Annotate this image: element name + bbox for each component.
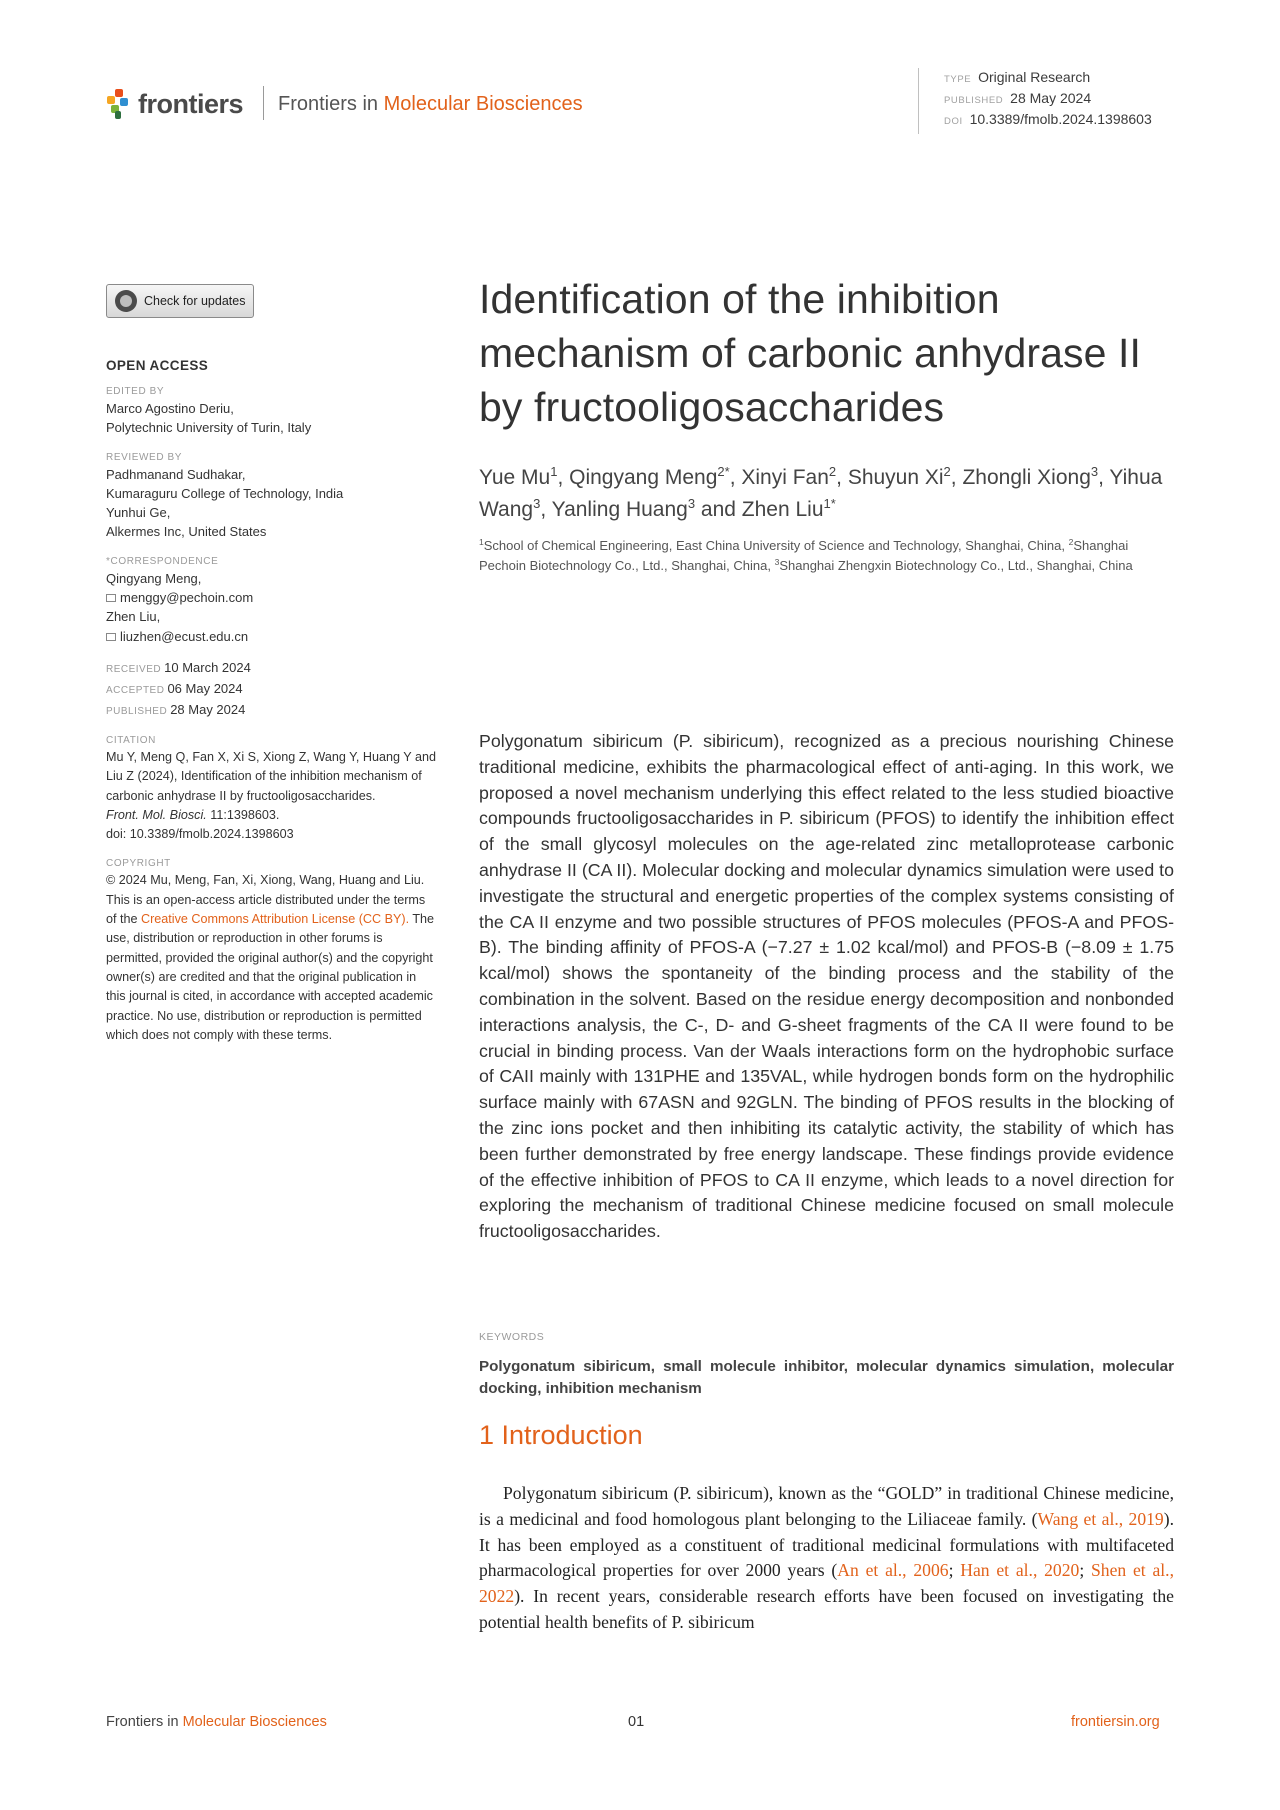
open-access-label: OPEN ACCESS <box>106 358 209 373</box>
meta-type-key: TYPE <box>944 74 972 85</box>
author-name: Shuyun Xi <box>847 466 944 489</box>
citation-doi[interactable]: doi: 10.3389/fmolb.2024.1398603 <box>106 827 294 842</box>
sidebar <box>106 284 436 1045</box>
footer-site-link[interactable]: frontiersin.org <box>1071 1714 1160 1730</box>
author-name: Zhongli Xiong <box>962 466 1091 489</box>
introduction-paragraph <box>479 1481 1174 1636</box>
author-separator: , <box>836 466 848 489</box>
intro-text: ). It has been employed as a constituent of traditional medicinal formulations with multifaceted pharmacological properties for over 2000 years ( <box>479 1508 1174 1581</box>
article-meta <box>918 68 1178 134</box>
reviewed-by-label: REVIEWED BY <box>106 451 183 463</box>
intro-text: ; <box>1079 1560 1092 1581</box>
author-affiliation-marker: 3 <box>687 496 696 511</box>
page-number: 01 <box>628 1714 645 1730</box>
brand-name: frontiers <box>138 88 244 119</box>
intro-text: ; <box>948 1560 961 1581</box>
correspondent-email[interactable]: liuzhen@ecust.edu.cn <box>120 628 249 644</box>
author-affiliation-marker: 1 <box>550 464 558 479</box>
intro-text: ). In recent years, considerable research efforts have been focused on investigating the potential health benefits of P. sibiricum <box>479 1586 1174 1632</box>
copyright-text: © 2024 Mu, Meng, Fan, Xi, Xiong, Wang, Huang and Liu. This is an open-access article distributed under the terms of the <box>106 873 426 927</box>
affiliation-text: Shanghai Zhengxin Biotechnology Co., Ltd., Shanghai, China <box>779 557 1133 573</box>
mail-icon <box>106 594 116 602</box>
author-name: Zhen Liu <box>741 498 824 521</box>
meta-doi <box>944 110 1178 131</box>
author-name: Xinyi Fan <box>741 466 829 489</box>
meta-published-value: 28 May 2024 <box>1010 90 1092 106</box>
author-separator: , <box>1098 466 1110 489</box>
abstract: Polygonatum sibiricum (P. sibiricum), recognized as a precious nourishing Chinese traditional medicine, exhibits the pharmacological effect of anti-aging. In this work, we proposed a novel mechanism underlying this effect related to the less studied bioactive compounds fructooligosaccharides in P. sibiricum (PFOS) to identify the inhibition effect of the small glycosyl molecules on the age-related zinc metalloprotease carbonic anhydrase II (CA II). Molecular docking and molecular dynamics simulation were used to investigate the structural and energetic properties of the complex systems consisting of the CA II enzyme and two possible structures of PFOS molecules (PFOS-A and PFOS-B). The binding affinity of PFOS-A (−7.27 ± 1.02 kcal/mol) and PFOS-B (−8.09 ± 1.75 kcal/mol) shows the spontaneity of the binding process and the stability of the combination in the solvent. Based on the residue energy decomposition and nonbonded interactions analysis, the C-, D- and G-sheet fragments of the CA II were found to be crucial in binding process. Van der Waals interactions form on the hydrophobic surface of CAII mainly with 131PHE and 135VAL, while hydrogen bonds form on the hydrophilic surface mainly with 67ASN and 92GLN. The binding of PFOS results in the blocking of the zinc ions pocket and then inhibiting its catalytic activity, the stability of which has been further demonstrated by free energy landscape. These findings provide evidence of the effective inhibition of PFOS to CA II enzyme, which leads to a novel direction for exploring the mechanism of traditional Chinese medicine focused on small molecule fructooligosaccharides. <box>479 731 1174 1242</box>
citation-journal: Front. Mol. Biosci. <box>106 807 207 822</box>
reference-link[interactable]: Wang et al., 2019 <box>1037 1508 1164 1529</box>
footer-journal <box>106 1714 327 1730</box>
author-separator: , <box>540 498 552 521</box>
correspondent-name: Zhen Liu, <box>106 609 161 625</box>
accepted-value: 06 May 2024 <box>167 680 243 696</box>
author-name: Qingyang Meng <box>569 466 718 489</box>
affiliation-text: Shanghai Pechoin Biotechnology Co., Ltd., Shanghai, China, <box>479 538 1129 573</box>
published-date <box>106 700 436 721</box>
reviewer-name: Yunhui Ge, <box>106 505 171 521</box>
keywords: Polygonatum sibiricum, small molecule inhibitor, molecular dynamics simulation, molecular docking, inhibition mechanism <box>479 1358 1174 1397</box>
reference-link[interactable]: Han et al., 2020 <box>960 1560 1080 1581</box>
edited-by-name: Marco Agostino Deriu, <box>106 401 234 416</box>
affiliation-marker: 1 <box>479 537 484 547</box>
citation-text: Mu Y, Meng Q, Fan X, Xi S, Xiong Z, Wang Y, Huang Y and Liu Z (2024), Identification of the inhibition mechanism of carbonic anhydrase II by fructooligosaccharides. <box>106 749 436 803</box>
footer-journal-subject: Molecular Biosciences <box>182 1714 327 1730</box>
received-key: RECEIVED <box>106 663 162 675</box>
section-heading-introduction: 1 Introduction <box>479 1420 643 1450</box>
meta-type-value: Original Research <box>978 69 1091 85</box>
intro-text: Polygonatum sibiricum (P. sibiricum), known as the “GOLD” in traditional Chinese medicine, is a medicinal and food homologous plant belonging to the Liliaceae family. ( <box>479 1483 1174 1529</box>
author-name: Yanling Huang <box>551 498 688 521</box>
affiliation-marker: 3 <box>774 556 780 567</box>
page-header <box>106 69 1176 144</box>
article-title: Identification of the inhibition mechanism of carbonic anhydrase II by fructooligosaccharides <box>479 276 1142 430</box>
citation-block <box>106 748 436 844</box>
author-affiliation-marker: 2* <box>717 464 730 479</box>
author-affiliation-marker: 2 <box>828 464 837 479</box>
correspondent-name: Qingyang Meng, <box>106 570 202 586</box>
received-date <box>106 658 436 679</box>
received-value: 10 March 2024 <box>164 659 251 675</box>
affiliations <box>479 536 1174 575</box>
keywords-label: KEYWORDS <box>479 1331 545 1343</box>
correspondence-label: *CORRESPONDENCE <box>106 555 219 567</box>
meta-published-key: PUBLISHED <box>944 95 1004 106</box>
meta-published <box>944 89 1178 110</box>
journal-subject: Molecular Biosciences <box>383 93 583 115</box>
author-affiliation-marker: 1* <box>823 496 836 511</box>
author-separator: , <box>729 466 742 489</box>
meta-doi-value[interactable]: 10.3389/fmolb.2024.1398603 <box>969 111 1152 127</box>
author-separator: , <box>950 466 963 489</box>
accepted-date <box>106 679 436 700</box>
published-key: PUBLISHED <box>106 705 168 717</box>
logo-divider <box>263 86 264 120</box>
author-name: Yue Mu <box>479 466 551 489</box>
citation-label: CITATION <box>106 734 156 746</box>
reviewer-affiliation: Kumaraguru College of Technology, India <box>106 485 344 501</box>
reviewer-name: Padhmanand Sudhakar, <box>106 466 246 482</box>
correspondent-email-row <box>106 627 436 646</box>
accepted-key: ACCEPTED <box>106 684 165 696</box>
article-head <box>479 272 1174 575</box>
author-name: Yihua Wang <box>479 466 1163 521</box>
frontiers-logo[interactable] <box>106 84 243 124</box>
reference-link[interactable]: An et al., 2006 <box>837 1560 949 1581</box>
author-affiliation-marker: 2 <box>943 464 951 479</box>
author-list <box>479 462 1174 526</box>
check-for-updates-button[interactable] <box>106 284 254 318</box>
check-updates-label: Check for updates <box>144 294 246 308</box>
affiliation-marker: 2 <box>1068 537 1074 547</box>
cc-license-link[interactable]: Creative Commons Attribution License (CC BY). <box>141 912 410 927</box>
copyright-block <box>106 871 436 1045</box>
check-updates-icon <box>115 290 137 312</box>
frontiers-logo-icon <box>106 89 132 119</box>
correspondent-email[interactable]: menggy@pechoin.com <box>120 590 254 606</box>
reviewer-affiliation: Alkermes Inc, United States <box>106 524 267 540</box>
reference-link[interactable]: Shen et al., 2022 <box>479 1560 1174 1607</box>
journal-name[interactable] <box>278 93 583 116</box>
footer-journal-prefix: Frontiers in <box>106 1714 179 1730</box>
affiliation-text: School of Chemical Engineering, East China University of Science and Technology, Shanghai, China, <box>483 538 1069 553</box>
edited-by-label: EDITED BY <box>106 386 165 397</box>
article-dates <box>106 658 436 721</box>
copyright-label: COPYRIGHT <box>106 858 171 870</box>
mail-icon <box>106 633 116 641</box>
meta-doi-key: DOI <box>944 116 963 127</box>
author-separator: and <box>695 498 742 521</box>
author-affiliation-marker: 3 <box>1090 464 1099 479</box>
meta-type <box>944 68 1178 89</box>
edited-by-affiliation: Polytechnic University of Turin, Italy <box>106 420 312 436</box>
author-separator: , <box>557 466 570 489</box>
journal-prefix: Frontiers in <box>278 93 379 115</box>
author-affiliation-marker: 3 <box>533 496 541 511</box>
correspondent-email-row <box>106 588 436 607</box>
citation-volume: 11:1398603. <box>210 807 280 822</box>
published-value: 28 May 2024 <box>170 701 246 717</box>
copyright-text-cont: The use, distribution or reproduction in other forums is permitted, provided the original author(s) and the copyright owner(s) are credited and that the original publication in this journal is cited, in accordance with accepted academic practice. No use, distribution or reproduction is permitted which does not comply with these terms. <box>106 912 435 1042</box>
